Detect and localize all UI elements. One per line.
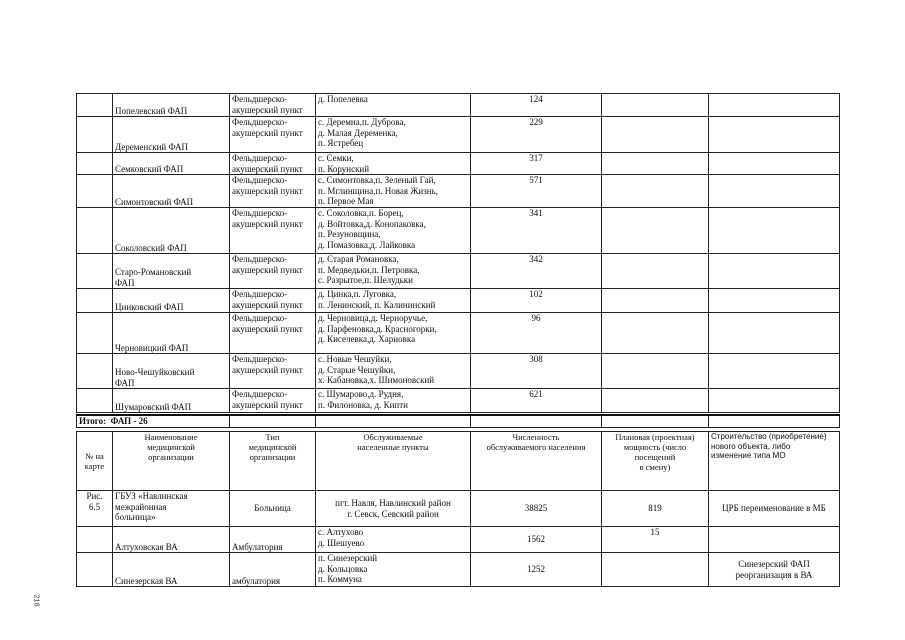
fap-name-cell <box>113 254 230 289</box>
hospital-capacity: 819 <box>602 491 709 527</box>
ambulatory-type: Амбулатория <box>230 527 316 553</box>
fap-pop-cell: 621 <box>471 389 602 413</box>
header-num: № на карте <box>77 432 113 491</box>
total-table <box>76 414 840 428</box>
fap-points-line: д. Старые Чешуйки, <box>318 364 396 375</box>
fap-name-cell <box>113 175 230 208</box>
fap-num-cell <box>77 254 113 289</box>
fap-type-line: акушерский пункт <box>232 185 303 196</box>
fap-type-cell <box>230 289 316 313</box>
hospital-name: ГБУЗ «Навлинская межрайонная больница» <box>113 491 230 527</box>
fap-pop-cell: 102 <box>471 289 602 313</box>
fap-construction-cell <box>709 94 840 117</box>
header-type: Тип медицинской организации <box>230 432 316 491</box>
fap-row <box>77 117 840 153</box>
fap-row <box>77 313 840 354</box>
ambulatory-capacity <box>602 553 709 587</box>
fap-type-line: акушерский пункт <box>232 364 303 375</box>
fap-row <box>77 175 840 208</box>
fap-points-line: п. Первое Мая <box>318 196 374 206</box>
fap-type-line: Фельдшерско- <box>232 354 288 364</box>
fap-points-line: с. Разрытое,п. Шелудьки <box>318 275 413 285</box>
fap-points-line: п. Филоновка, д. Кипти <box>318 399 408 410</box>
total-label: Итого: <box>79 416 107 426</box>
fap-type-cell <box>230 254 316 289</box>
header-construction: Строительство (приобретение) нового объекта, либо изменение типа МО <box>709 432 840 491</box>
fap-points-line: с. Симонтовка,п. Зеленый Гай, <box>318 175 436 185</box>
fap-points-cell <box>316 208 471 254</box>
fap-type-cell <box>230 94 316 117</box>
fap-row <box>77 153 840 175</box>
fap-points-cell <box>316 175 471 208</box>
fap-type-line: акушерский пункт <box>232 264 303 275</box>
hospital-row <box>77 491 840 527</box>
fap-row <box>77 389 840 413</box>
fap-type-line: акушерский пункт <box>232 323 303 334</box>
ambulatory-name: Алтуховская ВА <box>113 527 230 553</box>
fap-points-line: д. Помазовка,д. Лайковка <box>318 239 416 250</box>
hospital-table <box>76 431 840 587</box>
fap-points-line: д. Цинка,п. Луговка, <box>318 289 397 299</box>
fap-num-cell <box>77 289 113 313</box>
ambulatory-capacity: 15 <box>602 527 709 553</box>
fap-name-cell <box>113 313 230 354</box>
fap-name-cell <box>113 389 230 413</box>
fap-construction-cell <box>709 117 840 153</box>
fap-points-line: д. Старая Романовка, <box>318 254 399 264</box>
fap-type-line: акушерский пункт <box>232 299 303 310</box>
ambulatory-construction: Синезерский ФАП реорганизация в ВА <box>709 553 840 587</box>
fap-name-line: Шумаровский ФАП <box>115 401 192 412</box>
fap-construction-cell <box>709 175 840 208</box>
fap-points-line: с. Деремна,п. Дуброва, <box>318 117 406 127</box>
fap-num-cell <box>77 354 113 389</box>
fap-type-line: акушерский пункт <box>232 163 303 174</box>
fap-name-line: Симонтовский ФАП <box>115 196 194 207</box>
fap-points-line: п. Корунский <box>318 163 370 174</box>
fap-pop-cell: 124 <box>471 94 602 117</box>
fap-name-cell <box>113 117 230 153</box>
fap-points-line: с. Соколовка,п. Борец, <box>318 208 404 218</box>
fap-type-line: Фельдшерско- <box>232 389 288 399</box>
fap-points-cell <box>316 313 471 354</box>
fap-name-cell <box>113 153 230 175</box>
fap-type-line: акушерский пункт <box>232 127 303 138</box>
fap-num-cell <box>77 208 113 254</box>
fap-capacity-cell <box>602 117 709 153</box>
ambulatory-points: с. Алтухово д. Шешуево <box>316 527 471 553</box>
fap-name-line: Старо-Романовский <box>115 267 192 277</box>
fap-points-line: д. Малая Деременка, <box>318 127 398 138</box>
fap-pop-cell: 317 <box>471 153 602 175</box>
fap-type-line: Фельдшерско- <box>232 289 288 299</box>
hospital-pop: 38825 <box>471 491 602 527</box>
fap-type-cell <box>230 313 316 354</box>
fap-construction-cell <box>709 254 840 289</box>
total-value: ФАП - 26 <box>110 416 148 426</box>
fap-type-line: Фельдшерско- <box>232 94 288 104</box>
fap-capacity-cell <box>602 94 709 117</box>
fap-type-line: акушерский пункт <box>232 218 303 229</box>
fap-type-line: Фельдшерско- <box>232 153 288 163</box>
fap-points-cell <box>316 254 471 289</box>
fap-row <box>77 94 840 117</box>
fap-type-line: Фельдшерско- <box>232 175 288 185</box>
hospital-type: Больница <box>230 491 316 527</box>
fap-points-line: с. Новые Чешуйки, <box>318 354 392 364</box>
fap-num-cell <box>77 389 113 413</box>
fap-pop-cell: 96 <box>471 313 602 354</box>
fap-points-cell <box>316 94 471 117</box>
hospital-construction: ЦРБ переименование в МБ <box>709 491 840 527</box>
fap-points-line: п. Ленинский, п. Калининский <box>318 299 436 310</box>
fap-table-body <box>77 94 840 413</box>
hospital-num: Рис. 6.5 <box>77 491 113 527</box>
fap-points-line: п. Резуновщина, <box>318 229 381 239</box>
fap-pop-cell: 341 <box>471 208 602 254</box>
total-row <box>77 415 840 428</box>
header-capacity: Плановая (проектная) мощность (число посещений в смену) <box>602 432 709 491</box>
fap-num-cell <box>77 94 113 117</box>
fap-points-line: д. Черновица,д. Черноручье, <box>318 313 428 323</box>
fap-type-line: акушерский пункт <box>232 399 303 410</box>
ambulatory-name: Синезерская ВА <box>113 553 230 587</box>
fap-name-cell <box>113 354 230 389</box>
fap-capacity-cell <box>602 153 709 175</box>
fap-pop-cell: 308 <box>471 354 602 389</box>
fap-points-cell <box>316 153 471 175</box>
fap-points-cell <box>316 354 471 389</box>
ambulatory-row <box>77 527 840 553</box>
fap-points-line: д. Парфеновка,д. Красногорки, <box>318 323 437 334</box>
header-pop: Численность обслуживаемого населения <box>471 432 602 491</box>
fap-name-line: Попелевский ФАП <box>115 105 188 116</box>
fap-type-cell <box>230 175 316 208</box>
fap-name-line: Деременский ФАП <box>115 141 189 152</box>
fap-points-line: х. Кабановка,х. Шимоновский <box>318 375 435 385</box>
fap-points-cell <box>316 389 471 413</box>
fap-row <box>77 354 840 389</box>
fap-construction-cell <box>709 389 840 413</box>
fap-construction-cell <box>709 313 840 354</box>
fap-name-cell <box>113 289 230 313</box>
fap-points-cell <box>316 117 471 153</box>
fap-row <box>77 254 840 289</box>
total-cell <box>77 415 230 428</box>
ambulatory-type: амбулатория <box>230 553 316 587</box>
fap-row <box>77 289 840 313</box>
fap-name-line: Ново-Чешуйковский <box>115 367 195 377</box>
fap-capacity-cell <box>602 389 709 413</box>
fap-name-cell <box>113 94 230 117</box>
fap-pop-cell: 342 <box>471 254 602 289</box>
fap-points-line: п. Ястребец <box>318 138 364 148</box>
fap-type-line: Фельдшерско- <box>232 117 288 127</box>
header-points: Обслуживаемые населенные пункты <box>316 432 471 491</box>
fap-type-cell <box>230 117 316 153</box>
fap-construction-cell <box>709 208 840 254</box>
fap-points-cell <box>316 289 471 313</box>
fap-construction-cell <box>709 354 840 389</box>
fap-num-cell <box>77 175 113 208</box>
fap-capacity-cell <box>602 254 709 289</box>
fap-name-line: Семковский ФАП <box>115 163 184 174</box>
fap-table <box>76 93 840 413</box>
fap-type-cell <box>230 389 316 413</box>
fap-name-line: Цинковский ФАП <box>115 301 184 312</box>
fap-construction-cell <box>709 289 840 313</box>
fap-type-line: Фельдшерско- <box>232 313 288 323</box>
fap-num-cell <box>77 313 113 354</box>
fap-name-cell <box>113 208 230 254</box>
fap-row <box>77 208 840 254</box>
fap-type-cell <box>230 354 316 389</box>
hospital-points: пгт. Навля, Навлинский район г. Севск, Севский район <box>316 491 471 527</box>
fap-points-line: п. Мглинщина,п. Новая Жизнь, <box>318 185 438 196</box>
fap-pop-cell: 571 <box>471 175 602 208</box>
fap-num-cell <box>77 153 113 175</box>
fap-points-line: с. Шумарово,д. Рудня, <box>318 389 404 399</box>
ambulatory-points: п. Синезерский д. Кольцовка п. Коммуна <box>316 553 471 587</box>
fap-capacity-cell <box>602 175 709 208</box>
header-name: Наименование медицинской организации <box>113 432 230 491</box>
fap-type-line: Фельдшерско- <box>232 254 288 264</box>
fap-capacity-cell <box>602 313 709 354</box>
ambulatory-row <box>77 553 840 587</box>
fap-type-line: Фельдшерско- <box>232 208 288 218</box>
page-number: 218 <box>32 594 40 607</box>
fap-points-line: с. Семки, <box>318 153 354 163</box>
fap-construction-cell <box>709 153 840 175</box>
fap-pop-cell: 229 <box>471 117 602 153</box>
fap-num-cell <box>77 117 113 153</box>
fap-name-line: Соколовский ФАП <box>115 242 187 253</box>
fap-capacity-cell <box>602 289 709 313</box>
fap-points-line: д. Попелевка <box>318 94 368 104</box>
fap-name-line: Черновицкий ФАП <box>115 342 189 353</box>
fap-type-line: акушерский пункт <box>232 104 303 115</box>
fap-capacity-cell <box>602 354 709 389</box>
fap-points-line: д. Киселевка,д. Хариовка <box>318 334 416 344</box>
fap-type-cell <box>230 208 316 254</box>
fap-type-cell <box>230 153 316 175</box>
ambulatory-pop: 1562 <box>471 527 602 553</box>
hospital-header-row <box>77 432 840 491</box>
fap-points-line: д. Войтовка,д. Конопаковка, <box>318 218 426 229</box>
fap-points-line: п. Медведьки,п. Петровка, <box>318 264 420 275</box>
fap-name-line: ФАП <box>115 377 135 388</box>
fap-name-line: ФАП <box>115 277 135 288</box>
fap-capacity-cell <box>602 208 709 254</box>
ambulatory-pop: 1252 <box>471 553 602 587</box>
